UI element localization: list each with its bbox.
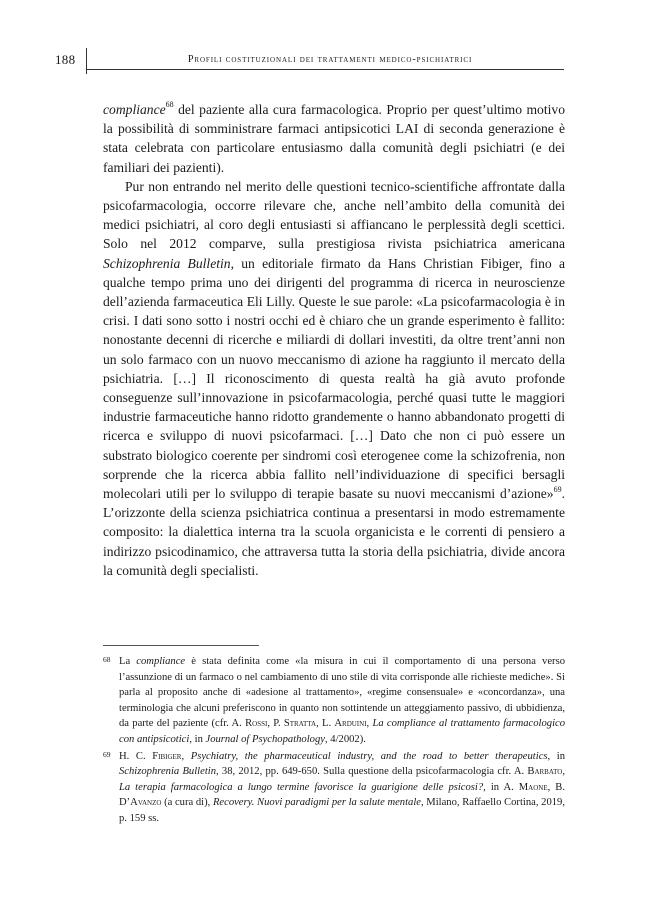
author-name: Arduini [334,718,367,730]
book-title: Recovery. Nuovi paradigmi per la salute mentale [212,797,421,809]
footnote-text: , in [189,733,206,745]
author-name: Barbato [527,766,563,778]
footnotes [103,654,565,828]
article-title: La compliance al trattamento farmacologico con antipsicotici [119,718,566,745]
page-header [55,52,565,70]
footnote-number: 68 [103,655,111,664]
article-title: La terapia farmacologica a lungo termine favorisce la guarigione delle psicosi? [119,781,484,793]
footnote-text: , in A. [483,781,519,793]
author-name: Fibiger [152,750,182,762]
journal-title: Journal of Psychopathology [205,733,325,745]
paragraph-2 [103,177,565,580]
journal-title: Schizophrenia Bulletin [103,255,231,271]
footnote-text: è stata definita come «la misura in cui il comportamento di una persona verso l’assunzione di un farmaco o nel cambiamento di uno stile di vita corrisponde alle richieste mediche». Si parla al proposito anche di «adesione al trattamento», «regime consensuale» e «concordanza», una terminologia che alcuni preferiscono in quanto non sottintende un atteggiamento passivo, di ubbidienza, da parte del paziente (cfr. A. [119,656,565,730]
footnote-text: , L. [316,718,335,730]
footnote-text: , 38, 2012, pp. 649-650. Sulla questione della psicofarmacologia cfr. A. [216,766,528,778]
author-name: D’Avanzo [119,797,162,809]
author-name: Rossi [245,718,268,730]
footnote-text: , B. [547,781,565,793]
paragraph-text: . L’orizzonte della scienza psichiatrica continua a presentarsi in modo estremamente composito: la dialettica interna tra la scuola organicista e le correnti di pensiero a indirizzo psicodinamico, che attraversa tutta la storia della psichiatria, divide ancora la comunità degli specialisti. [103,486,565,578]
footnote-text: , 4/2002). [324,733,366,745]
italic-term: compliance [103,102,166,117]
author-name: Stratta [283,718,317,730]
paragraph-text: del paziente alla cura farmacologica. Proprio per quest’ultimo motivo la possibilità di somministrare farmaci antipsicotici LAI di seconda generazione è stata celebrata con particolare entusiasmo dalla comunità degli psichiatri (e dei familiari dei pazienti). [103,102,565,175]
footnote-text: (a cura di), [161,797,213,809]
running-title: Profili costituzionali dei trattamenti medico-psichiatrici [187,54,473,65]
journal-title: Schizophrenia Bulletin [119,766,217,778]
footnote-separator [103,645,259,646]
footnote-68 [103,654,565,748]
author-name: Maone [518,781,548,793]
footnote-text: , [562,766,565,778]
footnote-number: 69 [103,749,111,759]
footnote-text: , Milano, Raffaello Cortina, 2019, p. 159 ss. [119,797,565,824]
footnote-text: , [181,750,191,762]
article-title: Psychiatry, the pharmaceutical industry, and the road to better therapeutics [190,750,548,762]
footnote-text: , P. [267,718,284,730]
paragraph-text: Pur non entrando nel merito delle questioni tecnico-scientifiche affrontate dalla psicofarmacologia, occorre rilevare che, anche nell’ambito della comunità dei medici psichiatri, al coro degli entusiasti si affiancano le perplessità degli scettici. Solo nel 2012 comparve, sulla prestigiosa rivista psichiatrica americana [103,178,565,252]
footnote-ref-68[interactable]: 68 [165,100,174,110]
footnote-text: H. C. [119,750,153,762]
footnote-69 [103,749,565,827]
footnote-text: La [119,656,137,667]
paragraph-text: , un editoriale firmato da Hans Christian Fibiger, fino a qualche tempo prima uno dei dirigenti del programma di ricerca in neuroscienze dell’azienda farmaceutica Eli Lilly. Queste le sue parole: «La psicofarmacologia è in crisi. I dati sono sotto i nostri occhi ed è chiaro che un grande esperimento è fallito: nonostante decenni di ricerche e miliardi di dollari investiti, da oltre trent’anni non un solo farmaco con un nuovo meccanismo di azione ha raggiunto il mercato della psichiatria. […] Il riconoscimento di questa realtà ha già avuto profonde conseguenze sull’innovazione in psicofarmacologia, perché quasi tutte le maggiori industrie farmaceutiche hanno ridotto grandemente o hanno abbandonato progetti di ricerca e sviluppo di nuovi psicofarmaci. […] Dato che non ci può essere un substrato biologico coerente per sindromi così eterogenee come la schizofrenia, non sorprende che la ricerca abbia fallito nell’individuazione di specifici bersagli molecolari utili per lo sviluppo di terapie basate su nuovi meccanismi d’azione» [103,255,565,502]
paragraph-1 [103,100,565,177]
header-horizontal-rule [86,69,564,70]
footnote-text: , [366,718,373,730]
footnote-text: , in [547,750,566,762]
footnote-ref-69[interactable]: 69 [553,484,562,494]
main-text [103,100,565,580]
header-vertical-rule [86,48,87,74]
page-number: 188 [55,52,76,67]
italic-term: compliance [136,656,186,667]
